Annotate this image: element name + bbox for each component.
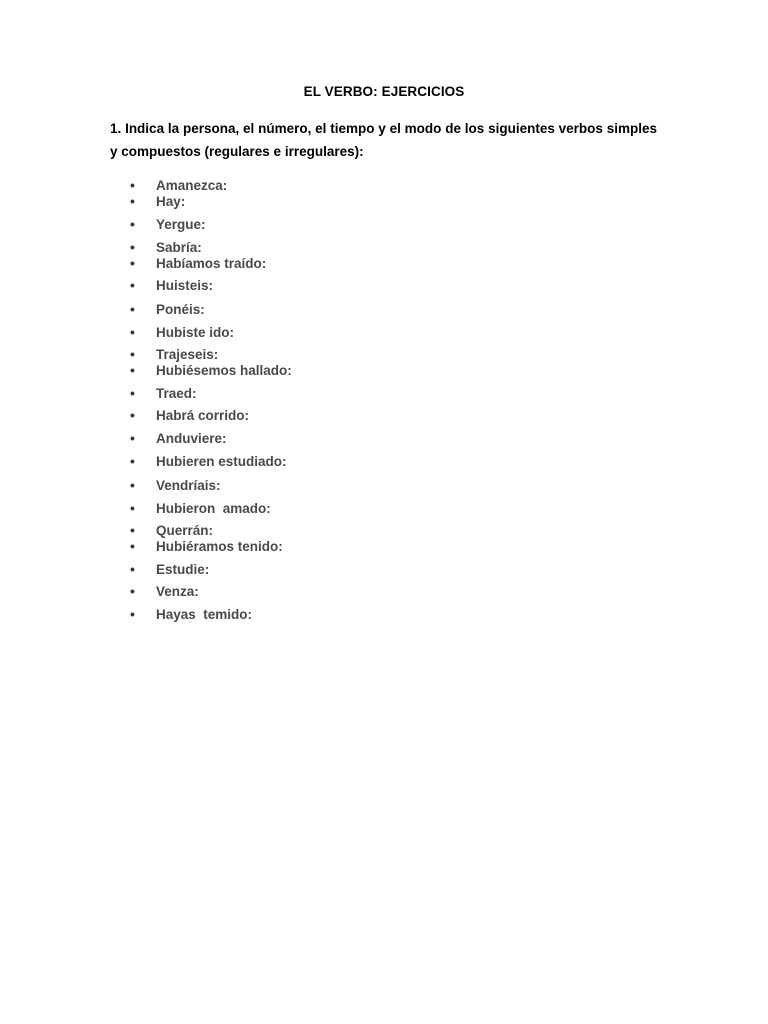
- verb-label: Hubiéramos tenido:: [156, 539, 283, 554]
- verb-label: Hubieren estudiado:: [156, 454, 287, 469]
- list-item: [130, 583, 530, 600]
- list-item: [130, 385, 530, 402]
- verb-label: Hubieron amado:: [156, 501, 271, 516]
- bullet-icon: •: [130, 177, 135, 193]
- verb-label: Hay:: [156, 194, 186, 209]
- bullet-icon: •: [130, 255, 135, 271]
- list-item: [130, 193, 530, 210]
- bullet-icon: •: [130, 385, 135, 401]
- list-item: [130, 561, 530, 578]
- verb-label: Anduviere:: [156, 431, 227, 446]
- verb-label: Huisteis:: [156, 278, 214, 293]
- verb-label: Venza:: [156, 584, 199, 599]
- bullet-icon: •: [130, 216, 135, 232]
- verb-label: Sabría:: [156, 240, 202, 255]
- list-item: [130, 606, 530, 623]
- bullet-icon: •: [130, 500, 135, 516]
- bullet-icon: •: [130, 522, 135, 538]
- verb-label: Yergue:: [156, 217, 206, 232]
- verb-label: Ponéis:: [156, 302, 205, 317]
- bullet-icon: •: [130, 606, 135, 622]
- list-item: [130, 255, 530, 272]
- verb-label: Hayas temido:: [156, 607, 253, 622]
- list-item: [130, 346, 530, 363]
- list-item: [130, 177, 530, 194]
- bullet-icon: •: [130, 277, 135, 293]
- verb-label: Trajeseis:: [156, 347, 219, 362]
- list-item: [130, 538, 530, 555]
- bullet-icon: •: [130, 561, 135, 577]
- verb-label: Hubiste ido:: [156, 325, 234, 340]
- verb-label: Vendríais:: [156, 478, 221, 493]
- list-item: [130, 362, 530, 379]
- bullet-icon: •: [130, 193, 135, 209]
- bullet-icon: •: [130, 301, 135, 317]
- verb-label: Querrán:: [156, 523, 214, 538]
- verb-label: Estudie:: [156, 562, 210, 577]
- list-item: [130, 477, 530, 494]
- verb-label: Habrá corrido:: [156, 408, 250, 423]
- list-item: [130, 277, 530, 294]
- list-item: [130, 239, 530, 256]
- bullet-icon: •: [130, 324, 135, 340]
- verb-label: Amanezca:: [156, 178, 228, 193]
- bullet-icon: •: [130, 239, 135, 255]
- list-item: [130, 430, 530, 447]
- list-item: [130, 216, 530, 233]
- verb-label: Traed:: [156, 386, 197, 401]
- bullet-icon: •: [130, 430, 135, 446]
- bullet-icon: •: [130, 362, 135, 378]
- verb-label: Hubiésemos hallado:: [156, 363, 292, 378]
- bullet-icon: •: [130, 583, 135, 599]
- page-title: EL VERBO: EJERCICIOS: [303, 84, 465, 99]
- list-item: [130, 301, 530, 318]
- bullet-icon: •: [130, 346, 135, 362]
- list-item: [130, 407, 530, 424]
- bullet-icon: •: [130, 477, 135, 493]
- list-item: [130, 500, 530, 517]
- list-item: [130, 324, 530, 341]
- exercise-instruction: 1. Indica la persona, el número, el tiempo y el modo de los siguientes verbos simples y compuestos (regulares e irregulares):: [110, 121, 657, 159]
- bullet-icon: •: [130, 453, 135, 469]
- verb-label: Habíamos traído:: [156, 256, 267, 271]
- list-item: [130, 522, 530, 539]
- bullet-icon: •: [130, 407, 135, 423]
- list-item: [130, 453, 530, 470]
- bullet-icon: •: [130, 538, 135, 554]
